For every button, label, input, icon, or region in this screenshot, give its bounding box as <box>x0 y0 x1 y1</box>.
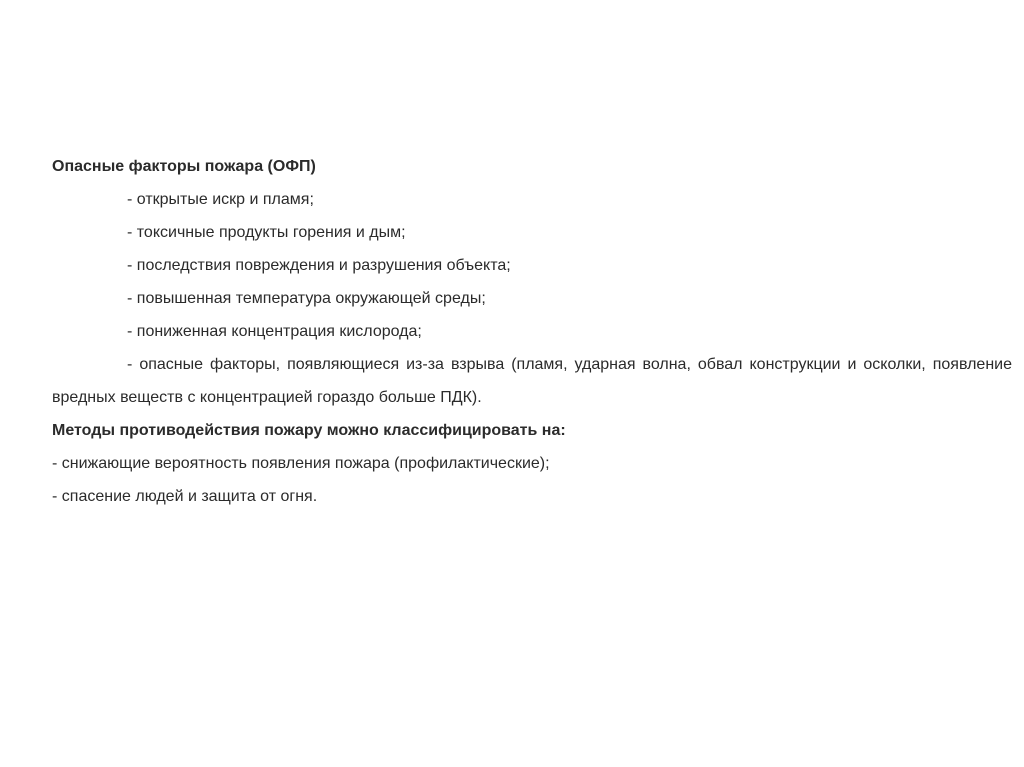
list-item-explosion: - опасные факторы, появляющиеся из-за взрыва (пламя, ударная волна, обвал конструкции и осколки, появление вредных веществ с концентрацией гораздо больше ПДК). <box>52 356 1012 406</box>
list-item: - открытые искр и пламя; <box>127 191 314 208</box>
list-item: - спасение людей и защита от огня. <box>52 488 318 505</box>
list-item: - токсичные продукты горения и дым; <box>127 224 406 241</box>
list-item: - повышенная температура окружающей среды; <box>127 290 486 307</box>
list-item: - снижающие вероятность появления пожара (профилактические); <box>52 455 550 472</box>
document-body <box>52 150 1012 513</box>
section-heading-fire-factors: Опасные факторы пожара (ОФП) <box>52 158 316 175</box>
section-heading-countermeasures: Методы противодействия пожару можно классифицировать на: <box>52 422 566 439</box>
list-item: - пониженная концентрация кислорода; <box>127 323 422 340</box>
list-item: - последствия повреждения и разрушения объекта; <box>127 257 511 274</box>
